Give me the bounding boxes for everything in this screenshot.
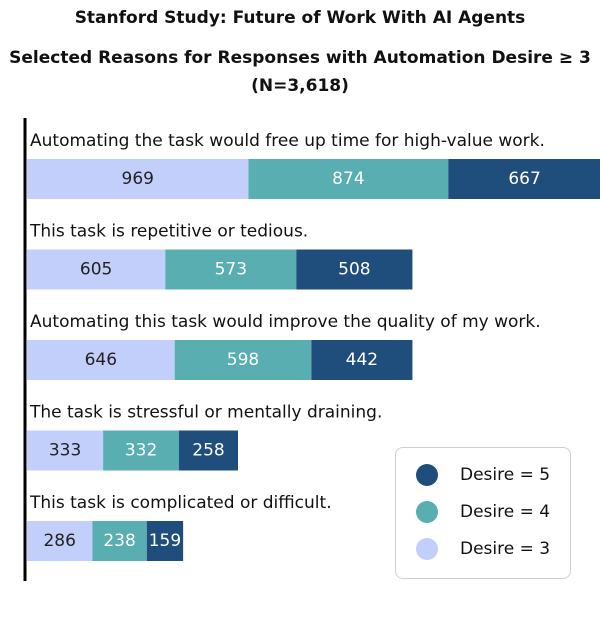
category-label: This task is repetitive or tedious. bbox=[30, 221, 309, 242]
data-label: 333 bbox=[48, 440, 82, 461]
data-label: 573 bbox=[214, 259, 248, 280]
legend-label: Desire = 3 bbox=[460, 539, 551, 559]
data-label: 258 bbox=[192, 440, 225, 461]
legend-swatch-desire-3 bbox=[416, 538, 438, 560]
category-label: The task is stressful or mentally draining. bbox=[30, 402, 383, 423]
data-label: 605 bbox=[79, 259, 113, 280]
chart-subtitle: Selected Reasons for Responses with Automation Desire ≥ 3 bbox=[9, 48, 591, 68]
data-label: 667 bbox=[508, 169, 541, 189]
data-label: 969 bbox=[121, 169, 154, 189]
data-label: 508 bbox=[338, 259, 371, 280]
data-label: 646 bbox=[84, 350, 118, 370]
legend-label: Desire = 5 bbox=[460, 465, 551, 485]
data-label: 442 bbox=[345, 350, 379, 370]
chart-subtitle-n: (N=3,618) bbox=[251, 76, 349, 96]
data-label: 332 bbox=[124, 440, 158, 461]
data-label: 286 bbox=[43, 531, 76, 551]
category-label: Automating this task would improve the quality of my work. bbox=[30, 312, 541, 332]
category-label: This task is complicated or difficult. bbox=[30, 493, 332, 513]
legend-label: Desire = 4 bbox=[460, 502, 551, 522]
category-label: Automating the task would free up time for high-value work. bbox=[30, 131, 545, 151]
data-label: 874 bbox=[332, 169, 365, 189]
legend-item-desire-5 bbox=[416, 464, 550, 486]
legend-item-desire-4 bbox=[416, 501, 550, 523]
legend-item-desire-3 bbox=[416, 538, 550, 560]
data-label: 238 bbox=[103, 531, 136, 551]
data-label: 159 bbox=[148, 531, 182, 551]
data-label: 598 bbox=[226, 350, 260, 370]
legend bbox=[395, 447, 571, 579]
chart-title: Stanford Study: Future of Work With AI Agents bbox=[74, 8, 526, 28]
legend-swatch-desire-4 bbox=[416, 501, 438, 523]
legend-swatch-desire-5 bbox=[416, 464, 438, 486]
